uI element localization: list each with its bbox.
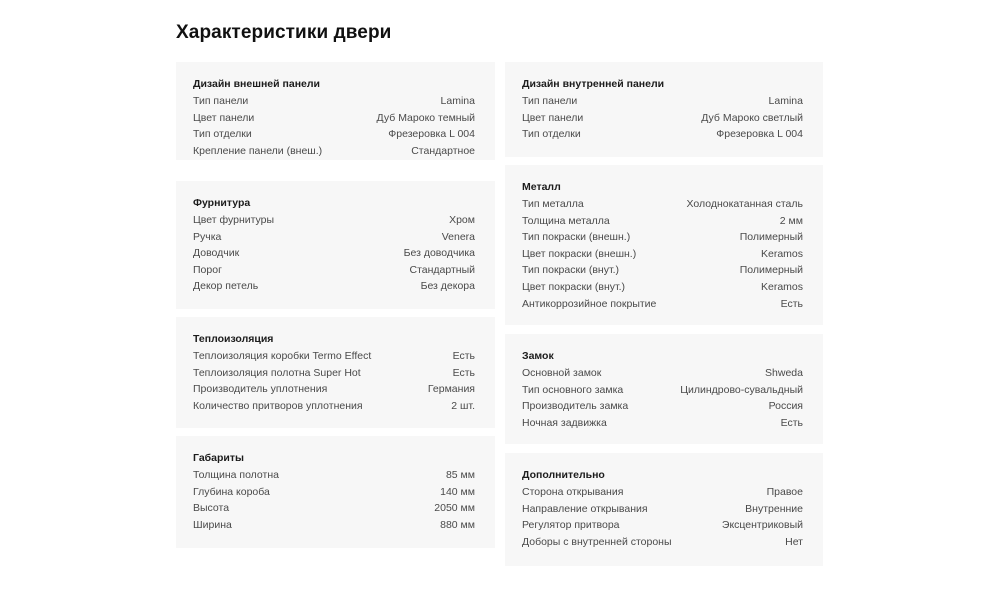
spec-value: Фрезеровка L 004 bbox=[388, 128, 475, 141]
spec-value: Стандартное bbox=[411, 144, 475, 157]
spec-row bbox=[522, 93, 803, 110]
spec-value: Есть bbox=[452, 366, 475, 379]
spec-value: Есть bbox=[780, 416, 803, 429]
spec-value: Без декора bbox=[420, 280, 475, 293]
spec-row bbox=[522, 398, 803, 415]
spec-card-additional bbox=[505, 453, 823, 566]
spec-card-metal bbox=[505, 165, 823, 325]
spec-row bbox=[193, 517, 475, 534]
spec-value: Без доводчика bbox=[403, 247, 475, 260]
card-title: Теплоизоляция bbox=[193, 333, 274, 345]
spec-value: Lamina bbox=[440, 95, 475, 107]
spec-row bbox=[522, 534, 803, 551]
spec-label: Тип панели bbox=[522, 95, 578, 107]
spec-value: Полимерный bbox=[739, 231, 803, 244]
spec-value: Полимерный bbox=[739, 264, 803, 277]
spec-value: 2 шт. bbox=[451, 399, 475, 412]
spec-value: Есть bbox=[452, 350, 475, 362]
page-title: Характеристики двери bbox=[176, 22, 392, 43]
spec-row bbox=[193, 381, 475, 398]
spec-label: Тип покраски (внешн.) bbox=[522, 231, 631, 244]
spec-row bbox=[193, 484, 475, 501]
spec-row bbox=[522, 517, 803, 534]
spec-value: Правое bbox=[766, 486, 803, 498]
spec-value: Стандартный bbox=[409, 263, 475, 276]
spec-label: Тип покраски (внут.) bbox=[522, 264, 620, 277]
spec-value: Фрезеровка L 004 bbox=[716, 128, 803, 141]
spec-value: 140 мм bbox=[440, 485, 475, 498]
spec-value: 2050 мм bbox=[434, 502, 475, 515]
spec-row bbox=[193, 93, 475, 110]
spec-label: Тип отделки bbox=[522, 128, 581, 141]
spec-row bbox=[522, 365, 803, 382]
spec-value: Внутренние bbox=[745, 502, 803, 515]
spec-row bbox=[193, 262, 475, 279]
spec-value: Германия bbox=[427, 383, 475, 396]
spec-row bbox=[522, 246, 803, 263]
spec-row bbox=[193, 278, 475, 295]
spec-value: Цилиндрово-сувальдный bbox=[680, 383, 803, 396]
spec-label: Доборы с внутренней стороны bbox=[522, 535, 672, 548]
spec-row bbox=[522, 213, 803, 230]
card-title: Фурнитура bbox=[193, 197, 251, 209]
spec-row bbox=[193, 348, 475, 365]
spec-row bbox=[193, 467, 475, 484]
spec-card-hardware bbox=[176, 181, 495, 309]
spec-value: Холоднокатанная сталь bbox=[686, 198, 803, 210]
spec-value: Shweda bbox=[765, 367, 803, 379]
spec-value: Россия bbox=[768, 400, 803, 413]
spec-value: Нет bbox=[785, 535, 803, 548]
spec-card-exterior-panel bbox=[176, 62, 495, 160]
spec-row bbox=[522, 196, 803, 213]
spec-label: Тип панели bbox=[193, 95, 249, 107]
spec-label: Ручка bbox=[193, 230, 222, 243]
spec-row bbox=[522, 279, 803, 296]
spec-value: 880 мм bbox=[440, 518, 475, 531]
spec-card-interior-panel bbox=[505, 62, 823, 157]
spec-label: Регулятор притвора bbox=[522, 519, 620, 532]
spec-label: Направление открывания bbox=[522, 502, 648, 515]
spec-row bbox=[193, 398, 475, 415]
card-title: Дизайн внутренней панели bbox=[522, 78, 665, 90]
spec-label: Тип основного замка bbox=[522, 383, 624, 396]
spec-row bbox=[193, 365, 475, 382]
spec-label: Толщина полотна bbox=[193, 469, 279, 481]
spec-value: Хром bbox=[449, 214, 475, 226]
spec-row bbox=[193, 500, 475, 517]
spec-row bbox=[522, 262, 803, 279]
spec-card-lock bbox=[505, 334, 823, 444]
spec-row bbox=[193, 229, 475, 246]
card-title: Замок bbox=[522, 350, 554, 362]
spec-value: 85 мм bbox=[445, 469, 475, 481]
spec-value: Дуб Мароко светлый bbox=[701, 111, 803, 124]
spec-label: Тип отделки bbox=[193, 128, 252, 141]
spec-label: Цвет покраски (внут.) bbox=[522, 280, 626, 293]
spec-row bbox=[522, 110, 803, 127]
spec-row bbox=[193, 110, 475, 127]
spec-row bbox=[522, 415, 803, 432]
spec-label: Цвет фурнитуры bbox=[193, 214, 275, 226]
spec-row bbox=[522, 382, 803, 399]
spec-label: Производитель замка bbox=[522, 400, 629, 413]
card-title: Дизайн внешней панели bbox=[193, 78, 320, 90]
spec-label: Количество притворов уплотнения bbox=[193, 399, 363, 412]
spec-row bbox=[193, 212, 475, 229]
spec-label: Цвет покраски (внешн.) bbox=[522, 247, 637, 260]
spec-label: Декор петель bbox=[193, 280, 259, 293]
spec-label: Сторона открывания bbox=[522, 486, 624, 498]
spec-value: Keramos bbox=[760, 280, 803, 293]
spec-label: Толщина металла bbox=[522, 214, 610, 227]
spec-label: Ширина bbox=[193, 518, 232, 531]
spec-label: Теплоизоляция коробки Termo Effect bbox=[193, 350, 372, 362]
spec-label: Цвет панели bbox=[193, 111, 255, 124]
spec-value: 2 мм bbox=[779, 214, 803, 227]
spec-label: Крепление панели (внеш.) bbox=[193, 144, 323, 157]
card-title: Металл bbox=[522, 181, 561, 193]
spec-label: Ночная задвижка bbox=[522, 416, 607, 429]
spec-label: Производитель уплотнения bbox=[193, 383, 328, 396]
spec-row bbox=[193, 126, 475, 143]
spec-card-dimensions bbox=[176, 436, 495, 548]
spec-row bbox=[522, 229, 803, 246]
spec-value: Lamina bbox=[768, 95, 803, 107]
spec-value: Эксцентриковый bbox=[721, 519, 803, 532]
spec-value: Keramos bbox=[760, 247, 803, 260]
spec-value: Дуб Мароко темный bbox=[376, 111, 475, 124]
spec-row bbox=[193, 143, 475, 160]
spec-row bbox=[522, 484, 803, 501]
spec-value: Есть bbox=[780, 297, 803, 310]
spec-row bbox=[522, 126, 803, 143]
spec-label: Доводчик bbox=[193, 247, 240, 260]
spec-label: Глубина короба bbox=[193, 485, 270, 498]
spec-label: Цвет панели bbox=[522, 111, 584, 124]
spec-row bbox=[522, 501, 803, 518]
spec-row bbox=[193, 245, 475, 262]
spec-label: Основной замок bbox=[522, 367, 602, 379]
spec-label: Порог bbox=[193, 263, 222, 276]
spec-label: Тип металла bbox=[522, 198, 584, 210]
card-title: Габариты bbox=[193, 452, 244, 464]
spec-card-insulation bbox=[176, 317, 495, 428]
spec-label: Антикоррозийное покрытие bbox=[522, 297, 657, 310]
spec-label: Теплоизоляция полотна Super Hot bbox=[193, 366, 361, 379]
spec-row bbox=[522, 296, 803, 313]
card-title: Дополнительно bbox=[522, 469, 605, 481]
spec-label: Высота bbox=[193, 502, 230, 515]
spec-value: Venera bbox=[441, 230, 475, 243]
